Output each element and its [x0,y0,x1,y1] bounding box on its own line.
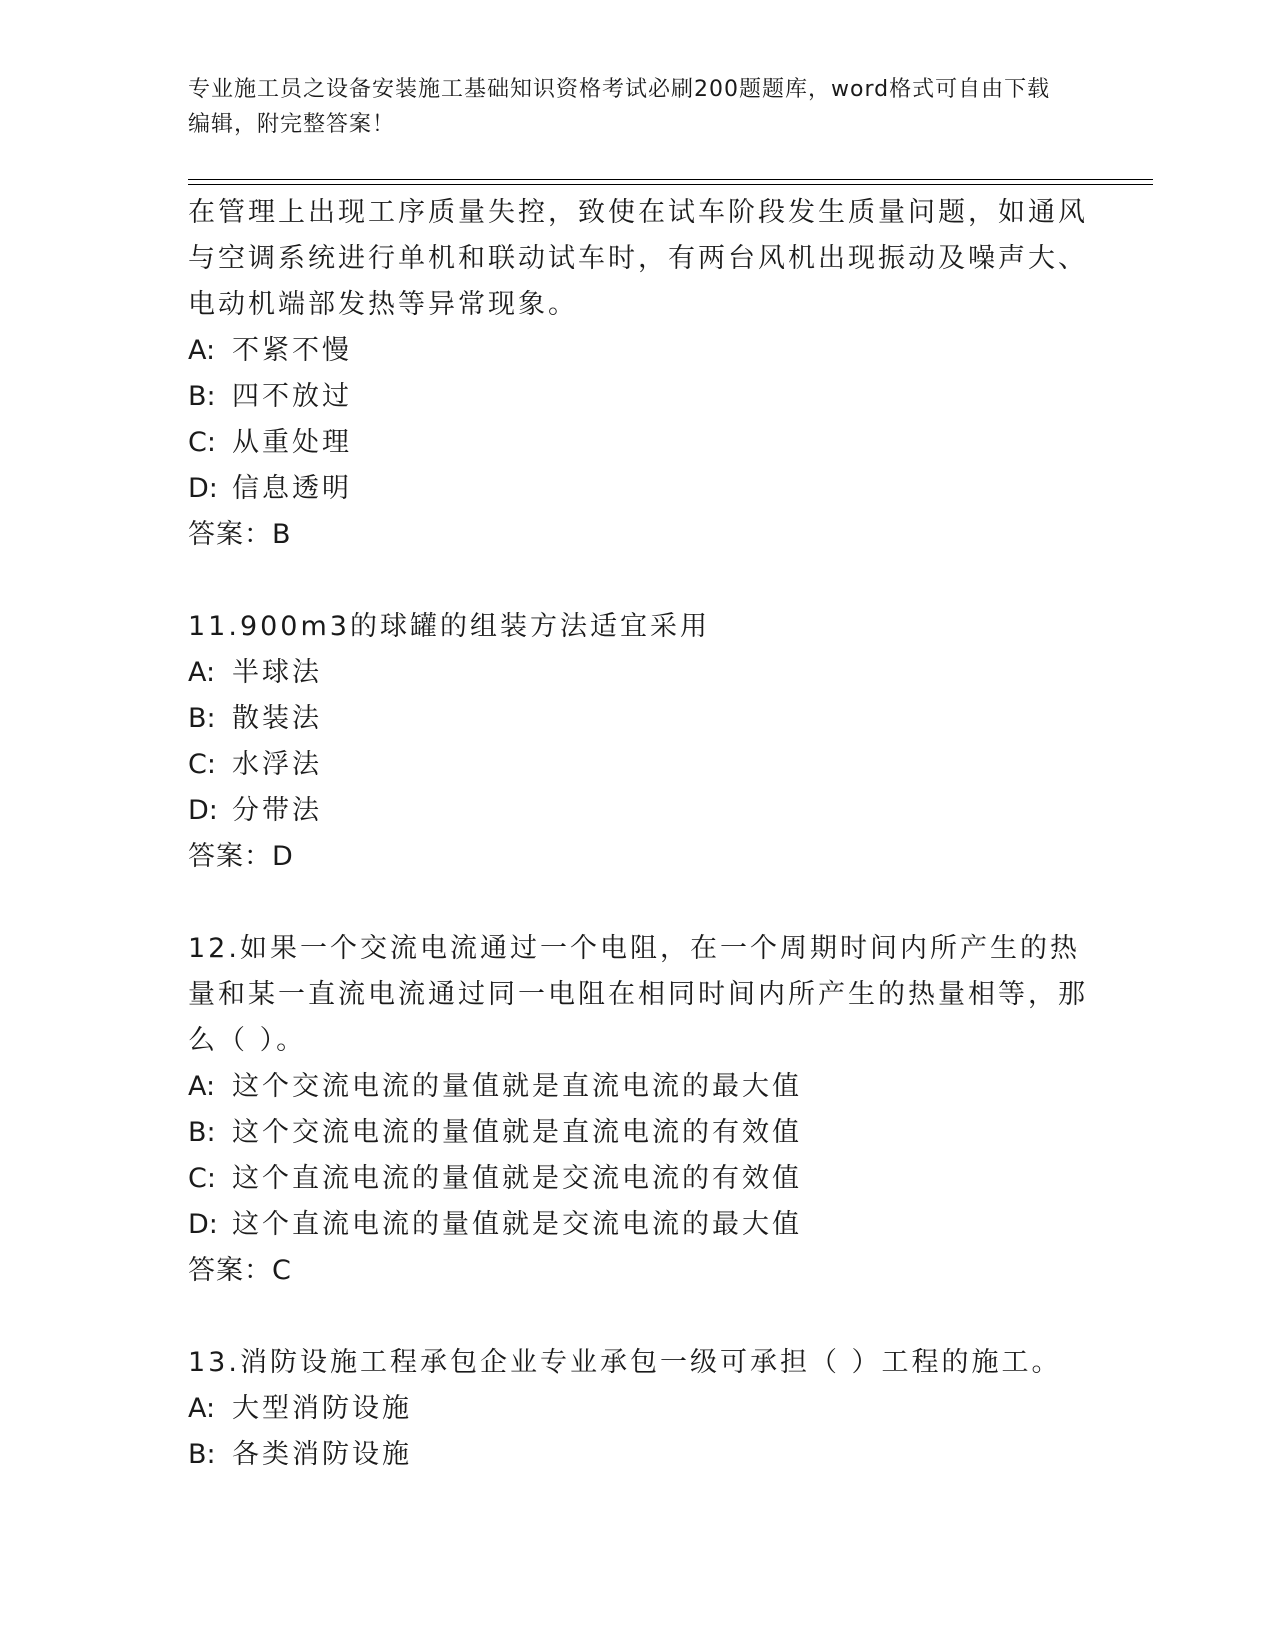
option-text: 各类消防设施 [232,1439,412,1470]
option-text: 半球法 [232,657,322,688]
option-b [188,1432,1088,1478]
option-text: 这个直流电流的量值就是交流电流的最大值 [232,1209,802,1240]
option-key: A: [188,335,216,366]
option-text: 这个交流电流的量值就是直流电流的最大值 [232,1071,802,1102]
option-text: 信息透明 [232,473,352,504]
document-header: 专业施工员之设备安装施工基础知识资格考试必刷200题题库，word格式可自由下载编辑，附完整答案！ [188,77,1051,137]
option-text: 这个交流电流的量值就是直流电流的有效值 [232,1117,802,1148]
question-11-stem: 11.900m3的球罐的组装方法适宜采用 [188,611,710,642]
option-key: C: [188,1163,216,1194]
option-text: 散装法 [232,703,322,734]
question-content [188,190,1088,1478]
option-text: 这个直流电流的量值就是交流电流的有效值 [232,1163,802,1194]
option-d [188,1202,1088,1248]
option-b [188,696,1088,742]
option-d [188,466,1088,512]
option-a [188,328,1088,374]
option-key: A: [188,657,216,688]
answer: 答案：B [188,519,292,550]
answer: 答案：C [188,1255,292,1286]
header-divider-bottom [188,184,1153,185]
option-key: B: [188,1117,216,1148]
answer: 答案：D [188,841,294,872]
header-divider-top [188,179,1153,180]
spacer [188,558,1088,604]
option-text: 大型消防设施 [232,1393,412,1424]
option-key: D: [188,1209,218,1240]
option-text: 水浮法 [232,749,322,780]
option-text: 分带法 [232,795,322,826]
option-key: B: [188,381,216,412]
option-key: B: [188,703,216,734]
option-key: A: [188,1071,216,1102]
spacer [188,1294,1088,1340]
option-c [188,742,1088,788]
option-key: D: [188,795,218,826]
option-a [188,1386,1088,1432]
option-c [188,1156,1088,1202]
question-13-stem: 13.消防设施工程承包企业专业承包一级可承担（ ）工程的施工。 [188,1347,1062,1378]
option-key: B: [188,1439,216,1470]
option-text: 不紧不慢 [232,335,352,366]
option-key: A: [188,1393,216,1424]
option-key: D: [188,473,218,504]
option-a [188,1064,1088,1110]
spacer [188,880,1088,926]
option-c [188,420,1088,466]
option-a [188,650,1088,696]
option-key: C: [188,749,216,780]
option-d [188,788,1088,834]
option-b [188,1110,1088,1156]
option-key: C: [188,427,216,458]
question-12-stem: 12.如果一个交流电流通过一个电阻，在一个周期时间内所产生的热量和某一直流电流通过同一电阻在相同时间内所产生的热量相等，那么（ ）。 [188,933,1088,1056]
option-text: 四不放过 [232,381,352,412]
option-text: 从重处理 [232,427,352,458]
question-stem: 在管理上出现工序质量失控，致使在试车阶段发生质量问题，如通风与空调系统进行单机和联动试车时，有两台风机出现振动及噪声大、电动机端部发热等异常现象。 [188,197,1088,320]
option-b [188,374,1088,420]
